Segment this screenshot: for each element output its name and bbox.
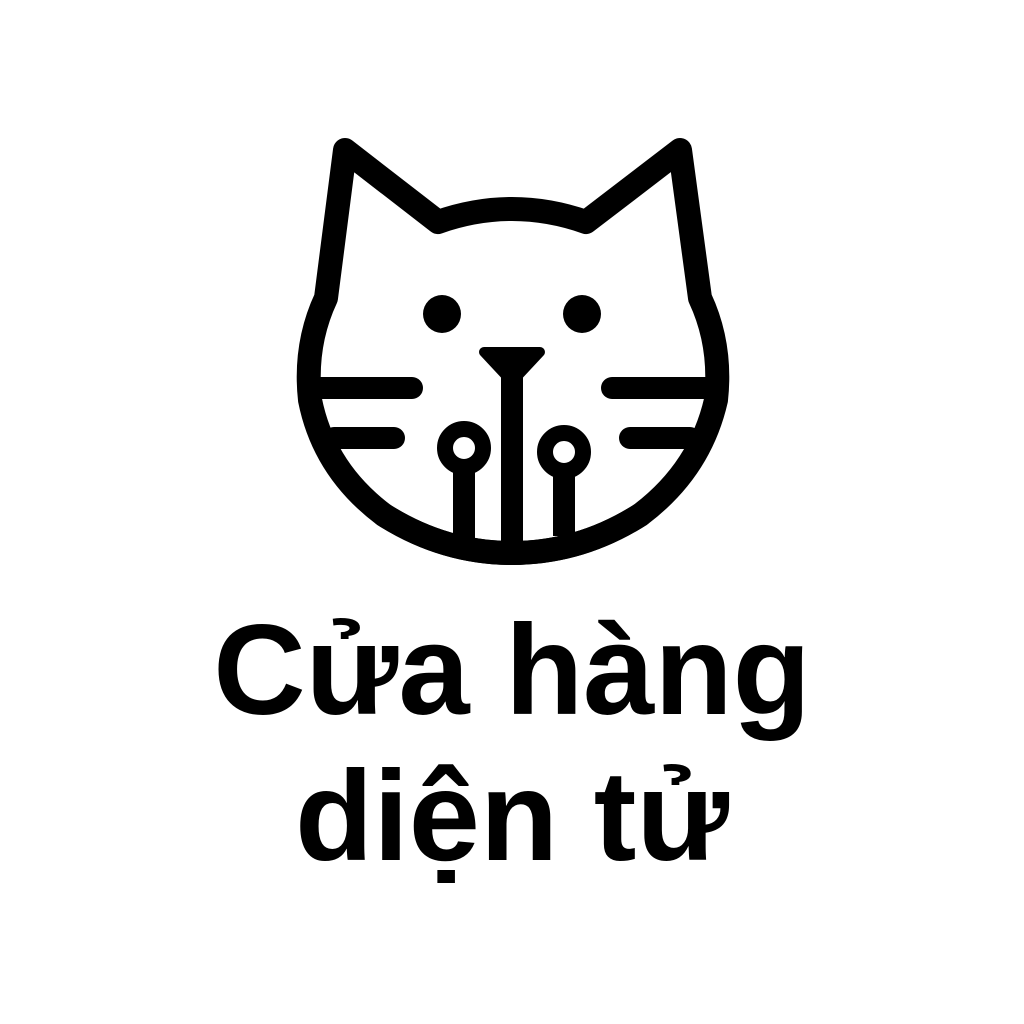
brand-name-line-2: diện tử (295, 745, 729, 888)
right-circuit-node-icon (545, 433, 583, 471)
brand-name-line-1: Cửa hàng (213, 599, 811, 742)
left-eye-icon (423, 295, 461, 333)
left-circuit-node-icon (445, 429, 483, 467)
right-eye-icon (563, 295, 601, 333)
brand-name (0, 598, 1024, 890)
